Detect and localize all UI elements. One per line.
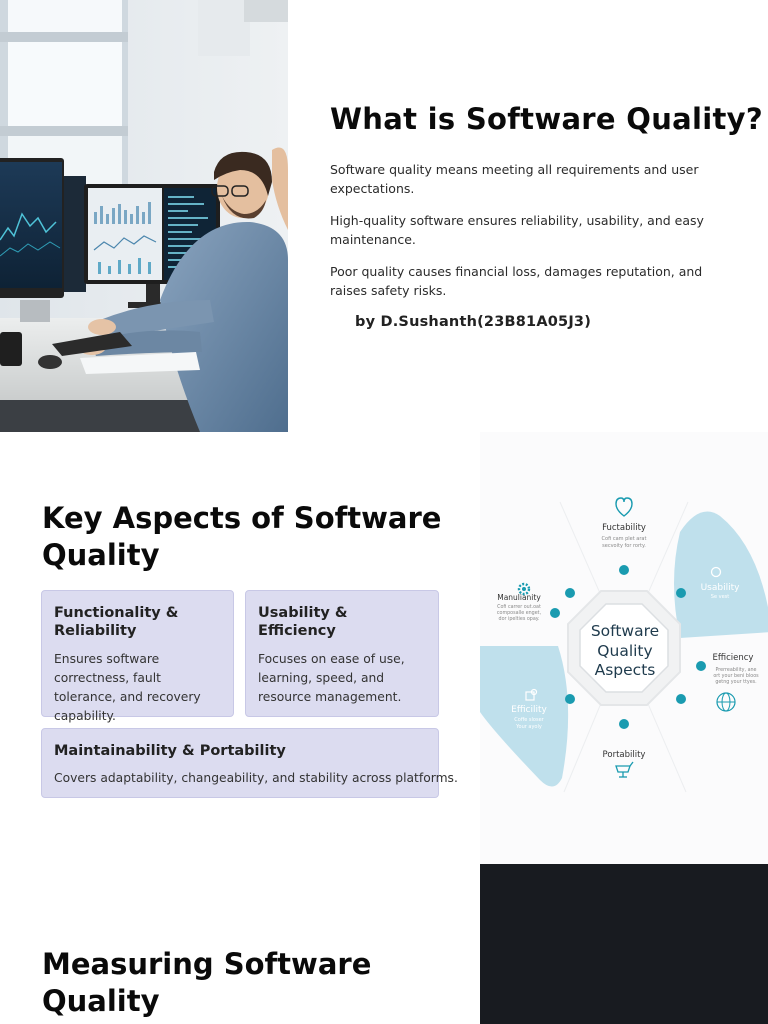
usability-petal xyxy=(674,512,768,638)
globe-icon xyxy=(717,693,735,711)
quality-aspects-diagram xyxy=(480,432,768,864)
aspect-card-usability xyxy=(245,590,439,717)
aspect-card-title: Usability & Efficiency xyxy=(258,605,348,639)
diagram-label-top: Fuctability xyxy=(602,523,646,533)
intro-text-block xyxy=(330,102,764,330)
diagram-center-line: Software xyxy=(590,622,660,640)
diagram-label-desc: Coffe sloser xyxy=(514,717,544,723)
aspect-card-body: Covers adaptability, changeability, and stability across platforms. xyxy=(54,771,458,785)
intro-paragraph: High-quality software ensures reliability, usability, and easy maintenance. xyxy=(330,213,704,247)
measuring-image-placeholder xyxy=(480,864,768,1024)
aspect-card-title: Functionality & Reliability xyxy=(54,605,179,639)
diagram-label-usability: Usability xyxy=(700,583,740,593)
intro-paragraph: Poor quality causes financial loss, damages reputation, and raises safety risks. xyxy=(330,264,703,298)
measuring-title: Measuring Software Quality xyxy=(42,947,372,1018)
author-credit: by D.Sushanth(23B81A05J3) xyxy=(355,314,592,330)
quality-aspects-diagram-svg xyxy=(480,432,768,864)
aspect-card-title: Maintainability & Portability xyxy=(54,743,286,759)
diagram-label-desc: Prerreability, ane xyxy=(715,668,757,673)
diagram-label-bottom: Portability xyxy=(602,750,646,760)
diagram-center-line: Quality xyxy=(597,642,653,660)
diagram-label-left: Manulianity xyxy=(497,593,541,602)
aspects-title: Key Aspects of Software Quality xyxy=(42,501,442,572)
developer-photo-illustration xyxy=(0,0,288,432)
aspect-card-functionality xyxy=(41,590,234,723)
diagram-label-desc: Cofi cam plet arat xyxy=(601,536,647,542)
intro-title: What is Software Quality? xyxy=(330,102,764,136)
developer-workstation-photo xyxy=(0,0,288,432)
aspect-card-body: Focuses on ease of use, learning, speed, and resource management. xyxy=(258,652,405,704)
aspect-card-body: Ensures software correctness, fault tolerance, and recovery capability. xyxy=(54,652,201,723)
diagram-label-desc: Se vest xyxy=(710,594,730,600)
portability-icon xyxy=(616,762,633,777)
diagram-label-desc: dor ipelties opay. xyxy=(498,617,540,622)
diagram-label-desc: ort your beni bloos xyxy=(713,674,759,679)
diagram-center-line: Aspects xyxy=(594,661,656,679)
diagram-label-desc: secvoity for rorty. xyxy=(602,543,646,549)
heart-icon xyxy=(616,498,632,516)
diagram-label-desc: Cofi carrer out.oat xyxy=(497,605,541,610)
diagram-label-right: Efficiency xyxy=(712,653,754,663)
diagram-label-desc: getng your ttyes. xyxy=(715,680,757,685)
aspect-card-maintainability xyxy=(41,728,458,798)
intro-paragraph: Software quality means meeting all requirements and user expectations. xyxy=(330,162,699,196)
diagram-label-desc: Your ayoly xyxy=(516,724,542,730)
diagram-label-efficility: Efficility xyxy=(511,705,547,715)
diagram-label-desc: composalle enget, xyxy=(496,611,542,616)
